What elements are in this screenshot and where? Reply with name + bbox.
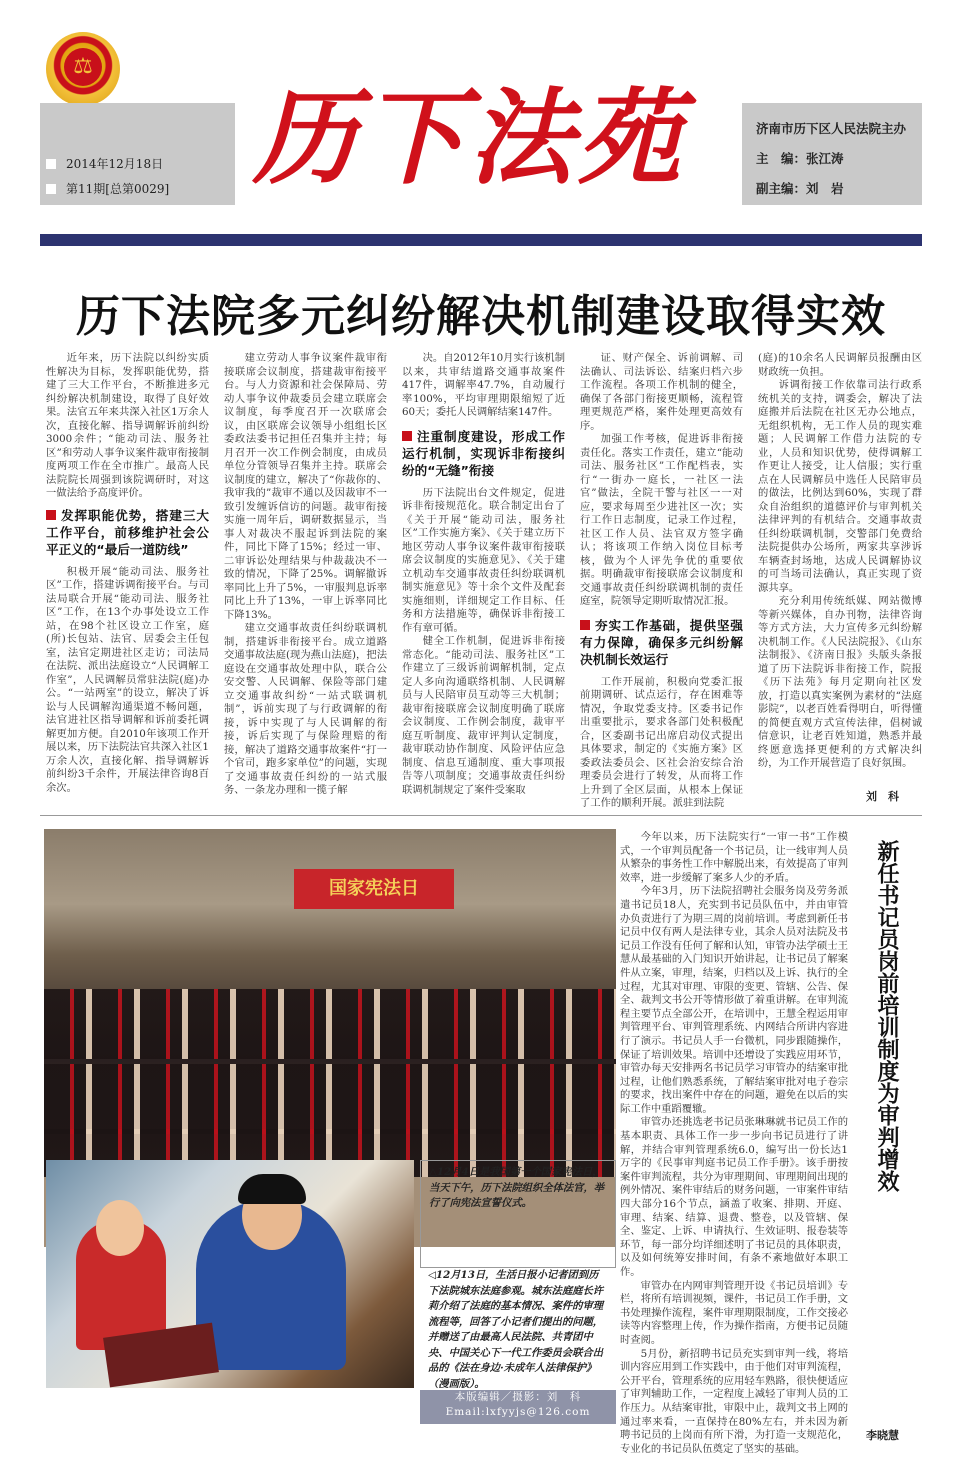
subheading: 发挥职能优势，搭建三大工作平台，前移维护社会公平正义的“最后一道防线” — [46, 507, 209, 557]
paragraph: 今年3月，历下法院招聘社会服务岗及劳务派遣书记员18人，充实到书记员队伍中，并由审管办负责进行了为期三周的岗前培训。考虑到新任书记员中仅有两人是法律专业，其余人员对法院及书记员工作没有任何了解和认知，审管办法学硕士王慧从最基础的入门知识开始讲起，让书记员了解案件从立案，审理，结案，归档以及上诉、执行的全过程，尤其对审理、审限的变更、管辖、公告、保全、裁判文书公开等情形做了着重讲解。在审判流程主要节点全部公开，在培训中，王慧全程运用审判管理平台、审判管理系统、内网结合所讲内容进行了演示。书记员人手一台微机，同步跟随操作，保证了培训效果。培训中还增设了实践应用环节，审管办每天安排两名书记员学习审管办的结案审批过程，让他们熟悉系统，了解结案审批对电子卷宗的要求，找出案件中存在的问题，避免在以后的实际工作中重蹈覆辙。 — [620, 885, 848, 1115]
photo-banner: 国家宪法日 — [294, 869, 454, 909]
main-headline: 历下法院多元纠纷解决机制建设取得实效 — [76, 291, 886, 342]
photo-row-back — [44, 989, 616, 1059]
paragraph: 5月份，新招聘书记员充实到审判一线，将培训内容应用到工作实践中，由于他们对审判流程，公开平台，管理系统的应用轻车熟路，很快便适应了审判辅助工作，一定程度上减轻了审判人员的工作压力。从结案审批，审限中止，裁判文书上网的通过率来看，一直保持在80%左右，并未因为新聘书记员的上岗而有所下滑，为打造一支规范化，专业化的书记员队伍奠定了坚实的基础。 — [620, 1347, 848, 1455]
article-2-body — [620, 831, 848, 1456]
editorial-info-box — [742, 103, 922, 205]
scales-icon: ⚖ — [64, 48, 102, 86]
section-marker-icon — [46, 510, 56, 520]
credit-editor: 本版编辑／摄影：刘 科 — [454, 1391, 582, 1403]
bullet-square-icon — [46, 184, 56, 194]
paragraph: 决。自2012年10月实行该机制以来，共审结道路交通事故案件417件，调解率47.7%，自动履行率100%，平均审理期限缩短了近60天；委托人民调解结案147件。 — [402, 352, 565, 418]
court-emblem-icon — [46, 32, 120, 106]
article-column-1 — [46, 352, 209, 795]
paragraph: 充分利用传统纸媒、网站微博等新兴媒体，自办刊物，法律咨询等方式方法，大力宣传多元纠纷解决机制工作。《人民法院报》、《山东法制报》、《济南日报》头版头条报道了历下法院诉非衔接工作，院报《历下法苑》每月定期向社区发放，打造以真实案例为素材的“法庭影院”，以老百姓看得明白，听得懂的简便直观方式宣传法律，倡树诚信意识，让老百姓知道，熟悉并最终愿意选择更便利的方式解决纠纷，为工作开展营造了良好氛围。 — [758, 595, 922, 769]
photo-caption-1: △12月4日是我国第一个国家宪法日，当天下午，历下法院组织全体法官，举行了向宪法宣誓仪式。 — [429, 1166, 605, 1209]
photo-caption-2: ◁12月13日，生活日报小记者团到历下法院城东法庭参观。城东法庭庭长许莉介绍了法庭的基本情况、案件的审理流程等，回答了小记者们提出的问题，并赠送了由最高人民法院、共青团中央、中国关心下一代工作委员会联合出品的《法在身边·未成年人法律保护》（漫画版）。 — [428, 1269, 604, 1390]
article-column-5 — [758, 352, 922, 771]
paragraph: 工作开展前，积极向党委汇报前期调研、试点运行，存在困难等情况，争取党委支持。区委书记作出重要批示，要求各部门处积极配合，区委副书记出席启动仪式提出具体要求，制定的《实施方案》区委政法委员会、区社会治安综合治理委员会进行了转发，从而将工作上升到了全区层面，从根本上保证了工作的顺利开展。派驻到法院 — [580, 675, 743, 809]
paragraph: 加强工作考核，促进诉非衔接责任化。落实工作责任，建立“能动司法、服务社区”工作配档表，实行“一街办一庭长，一社区一法官”做法，全院干警与社区一一对应，要求每周至少进社区一次；实行工作日志制度，记录工作过程，社区工作人员、法官双方签字确认；将该项工作纳入岗位目标考核，做为个人评先争优的重要依据。明确裁审衔接联席会议制度和交通事故责任纠纷联调机制的责任庭室，院领导定期听取情况汇报。 — [580, 433, 743, 607]
paragraph: 审管办在内网审判管理开设《书记员培训》专栏，将所有培训视频，课件，书记员工作手册，文书处理操作流程，案件审理期限制度，工作交接必读等内容整理上传，作为操作指南，方便书记员随时查阅。 — [620, 1279, 848, 1346]
caption-box-1 — [420, 1160, 616, 1268]
section-marker-icon — [580, 620, 590, 630]
article-column-3 — [402, 352, 565, 797]
photo-child-1-face — [96, 1200, 144, 1256]
paragraph: 建立劳动人事争议案件裁审衔接联席会议制度，搭建裁审衔接平台。与人力资源和社会保障局、劳动人事争议仲裁委员会建立联席会议制度，每季度召开一次联席会议，由区联席会议领导小组组长区委政法委书记担任召集并主持；每月召开一次工作例会制度，由成员单位分管领导召集并主持。联席会议制度的建立，解决了“你裁你的、我审我的”裁审不通以及因裁审不一致引发缠诉信访的问题。裁审衔接实施一周年后，调研数据显示，当事人对裁决不服起诉到法院的案件，同比下降了15%；经过一审、二审诉讼处理结果与仲裁裁决不一致的情况，下降了25%。调解撤诉率同比上升了5%，一审服判息诉率同比上升了13%，一审上诉率同比下降13%。 — [224, 352, 387, 621]
credit-email: Email:lxfyyjs@126.com — [445, 1406, 591, 1418]
subheading: 夯实工作基础，提供坚强有力保障，确保多元纠纷解决机制长效运行 — [580, 617, 743, 667]
paragraph: 证、财产保全、诉前调解、司法确认、司法诉讼、结案归档六步工作流程。各项工作机制的健全，确保了各部门衔接更顺畅，流程管理更规范严格，案件处理更高效有序。 — [580, 352, 743, 432]
subheading: 注重制度建设，形成工作运行机制，实现诉非衔接纠纷的“无缝”衔接 — [402, 428, 565, 478]
section-divider — [40, 815, 922, 816]
issue-number: 第11期[总第0029] — [46, 180, 169, 197]
paragraph: 近年来，历下法院以纠纷实质性解决为目标，发挥职能优势，搭建了三大工作平台，不断推进多元纠纷解决机制建设，取得了良好效果。法官五年来共深入社区1万余人次，直接化解、指导调解诉前纠纷3000余件；“能动司法、服务社区”和劳动人事争议案件裁审衔接制度两项工作在全市推广。最高人民法院院长周强到该院调研时，对这一做法给予高度评价。 — [46, 352, 209, 499]
publisher-line: 济南市历下区人民法院主办 — [756, 121, 907, 136]
newspaper-nameplate: 历下法苑 — [253, 76, 686, 199]
paragraph: 积极开展“能动司法、服务社区”工作，搭建诉调衔接平台。与司法局联合开展“能动司法、服务社区”工作，在13个办事处设立工作站，在98个社区设立工作室，庭(所)长包站、法官、居委会主任包室，法官定期进社区走访；司法局在法院、派出法庭设立“人民调解工作室”，人民调解员常驻法院(庭)办公。“一站两室”的设立，解决了诉讼与人民调解沟通渠道不畅问题，法官进社区指导调解和诉前委托调解更加方便。自2010年该项工作开展以来，历下法院法官共深入社区1万余人次，直接化解、指导调解诉前纠纷3千余件，开展法律咨询8百余次。 — [46, 565, 209, 794]
article-column-4 — [580, 352, 743, 811]
children-visit-photo — [46, 1160, 414, 1388]
issue-date: 2014年12月18日 — [46, 155, 163, 172]
paragraph: 审管办还挑选老书记员张琳琳就书记员工作的基本职责、具体工作一步一步向书记员进行了讲解，并结合审判管理系统6.0，编写出一份长达1万字的《民事审判庭书记员工作手册》。该手册按案件审判流程，共分为审理期间、审理期间出现的例外情况、案件审结后的财务问题，一审案件审结四大部分16个节点，涵盖了收案、排期、开庭、审理、结案、结算、退费、整卷，以及管辖、保全、鉴定、上诉、申请执行、生效证明、报卷装等环节，每一部分均详细述明了书记员的具体职责，以及如何统筹安排时间，有条不紊地做好本职工作。 — [620, 1116, 848, 1278]
article-column-2 — [224, 352, 387, 798]
bullet-square-icon — [46, 159, 56, 169]
deputy-editor-line: 副主编：刘 岩 — [756, 181, 844, 196]
photo-row-middle — [44, 1064, 616, 1134]
photo-child-2-hair — [238, 1174, 306, 1204]
article-2-title: 新任书记员岗前培训制度为审判增效 — [874, 840, 899, 1192]
masthead-rule — [40, 234, 922, 246]
article-2-author: 李晓慧 — [866, 1429, 899, 1442]
paragraph: (庭)的10余名人民调解员报酬由区财政统一负担。 — [758, 352, 922, 378]
paragraph: 建立交通事故责任纠纷联调机制，搭建诉非衔接平台。成立道路交通事故法庭(现为燕山法庭)，把法庭设在交通事故处理中队，联合公安交警、人民调解、保险等部门建立交通事故纠纷“一站式联调机制”，诉前实现了与行政调解的衔接，诉中实现了与人民调解的衔接，诉后实现了与保险理赔的衔接，解决了道路交通事故案件“打一个官司，跑多家单位”的问题，实现了交通事故责任纠纷的一站式服务、一条龙办理和一揽子解 — [224, 622, 387, 796]
section-marker-icon — [402, 431, 412, 441]
editor-credit-bar — [420, 1390, 616, 1424]
article-author: 刘 科 — [866, 790, 899, 803]
paragraph: 健全工作机制，促进诉非衔接常态化。“能动司法、服务社区”工作建立了三级诉前调解机制，定点定人多向沟通联络机制、人民调解员与人民陪审员互动等三大机制；裁审衔接联席会议制度明确了联席会议制度、工作例会制度，裁审平庭互听制度、裁审评判认定制度，裁审联动协作制度、风险评估应急制度、信息互通制度、重大事项报告等八项制度；交通事故责任纠纷联调机制规定了案件受案取 — [402, 635, 565, 796]
paragraph: 历下法院出台文件规定，促进诉非衔接规范化。联合制定出台了《关于开展“能动司法，服务社区”工作实施方案》、《关于建立历下地区劳动人事争议案件裁审衔接联席会议制度的实施意见》、《关于建立机动车交通事故责任纠纷联调机制实施意见》等十余个文件及配套实施细则，详细规定工作目标、任务和方法措施等，确保诉非衔接工作有章可循。 — [402, 486, 565, 634]
paragraph: 诉调衔接工作依靠司法行政系统机关的支持，调委会，解决了法庭搬并后法院在社区无办公地点，无组织机构，无工作人员的现实难题；人民调解工作借力法院的专业，人员和知识优势，使得调解工作更让人接受，让人信服；实行重点在人民调解员中选任人民陪审员的做法，比例达到60%，实现了群众自治组织的道德评价与审判机关法律评判的有机结合。交通事故责任纠纷联调机制，交警部门免费给法院提供办公场所，两家共享涉诉车辆查封场地，达成人民调解协议的可当场司法确认，真正实现了资源共享。 — [758, 379, 922, 594]
paragraph: 今年以来，历下法院实行“一审一书”工作模式，一个审判员配备一个书记员，让一线审判人员从繁杂的事务性工作中解脱出来，有效提高了审判效率，进一步缓解了案多人少的矛盾。 — [620, 831, 848, 884]
issue-info-box — [40, 103, 235, 205]
editor-line: 主 编：张江涛 — [756, 151, 844, 166]
